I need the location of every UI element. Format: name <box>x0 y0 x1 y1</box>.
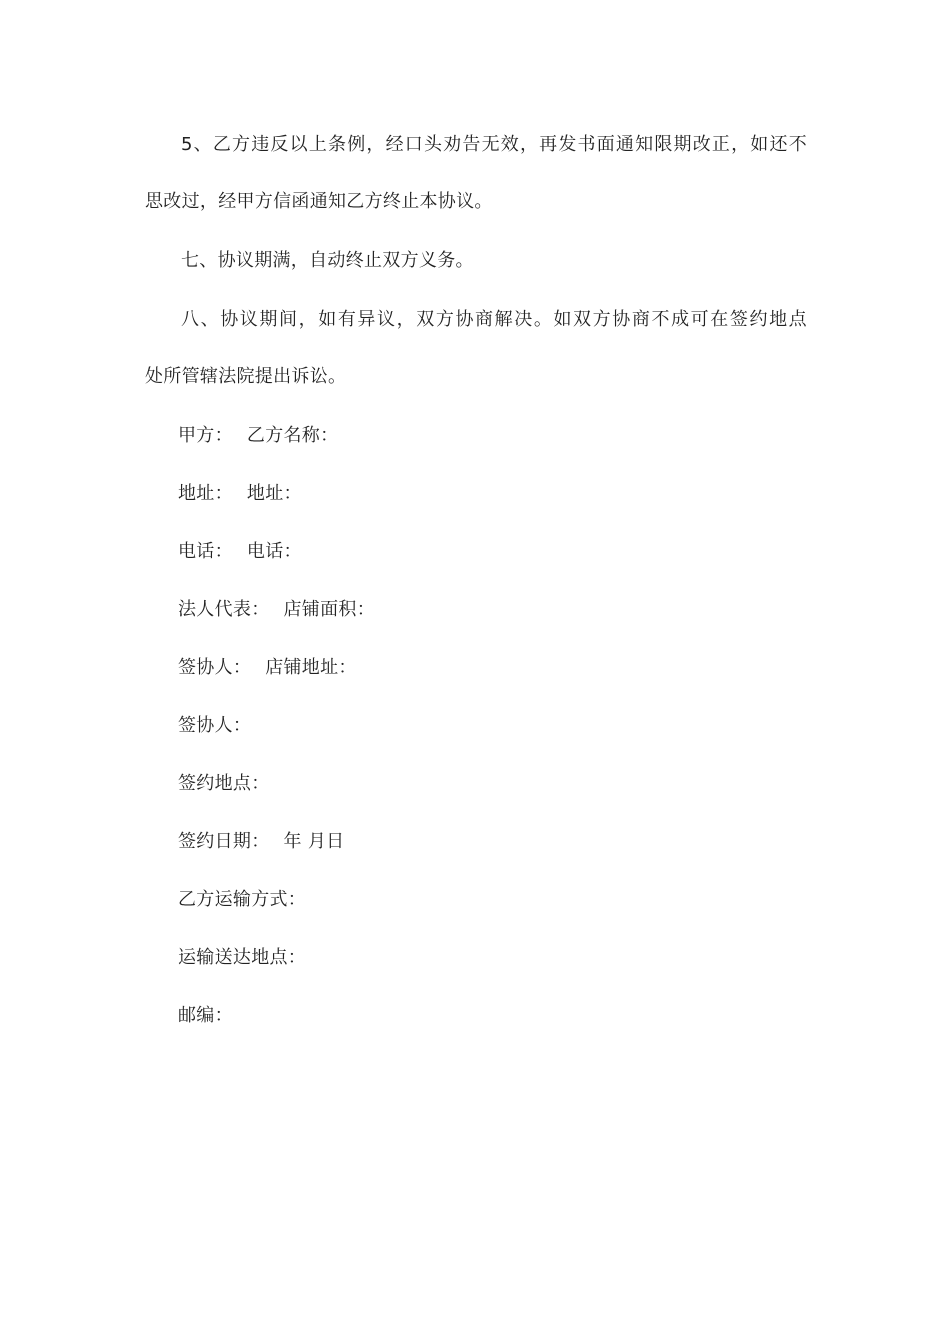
field-delivery-place <box>145 943 807 972</box>
field-value: 店铺地址： <box>265 657 357 678</box>
field-address <box>145 479 807 508</box>
field-signing-date <box>145 827 807 856</box>
field-value: 地址： <box>246 483 302 504</box>
field-label: 地址： <box>178 483 233 504</box>
clause-8-line-2: 处所管辖法院提出诉讼。 <box>145 366 347 387</box>
field-label: 签协人： <box>178 657 252 678</box>
field-value: 店铺面积： <box>283 599 375 620</box>
field-label: 电话： <box>178 541 233 562</box>
field-label: 运输送达地点： <box>178 947 307 968</box>
field-postcode <box>145 1001 807 1030</box>
clause-5 <box>145 130 807 216</box>
document-body <box>145 130 807 1059</box>
clause-7: 七、协议期满，自动终止双方义务。 <box>181 250 474 271</box>
field-value: 电话： <box>246 541 302 562</box>
field-signing-place <box>145 769 807 798</box>
field-label: 乙方运输方式： <box>178 889 307 910</box>
field-legal-rep <box>145 595 807 624</box>
field-phone <box>145 537 807 566</box>
field-label: 邮编： <box>178 1005 233 1026</box>
field-signatory-2 <box>145 711 807 740</box>
field-signatory-1 <box>145 653 807 682</box>
field-label: 法人代表： <box>178 599 270 620</box>
clause-8-line-1: 八、协议期间，如有异议，双方协商解决。如双方协商不成可在签约地点 <box>181 309 807 330</box>
field-label: 签约日期： <box>178 831 270 852</box>
field-value: 乙方名称： <box>246 425 339 446</box>
field-value: 年 月日 <box>283 831 345 852</box>
clause-8 <box>145 305 807 391</box>
clause-5-line-1: 5、乙方违反以上条例，经口头劝告无效，再发书面通知限期改正，如还不 <box>181 134 807 155</box>
field-label: 签约地点： <box>178 773 270 794</box>
field-transport-method <box>145 885 807 914</box>
clause-5-line-2: 思改过，经甲方信函通知乙方终止本协议。 <box>145 191 493 212</box>
signature-fields <box>145 421 807 1030</box>
field-label: 甲方： <box>178 425 233 446</box>
field-party-a <box>145 421 807 450</box>
field-label: 签协人： <box>178 715 252 736</box>
